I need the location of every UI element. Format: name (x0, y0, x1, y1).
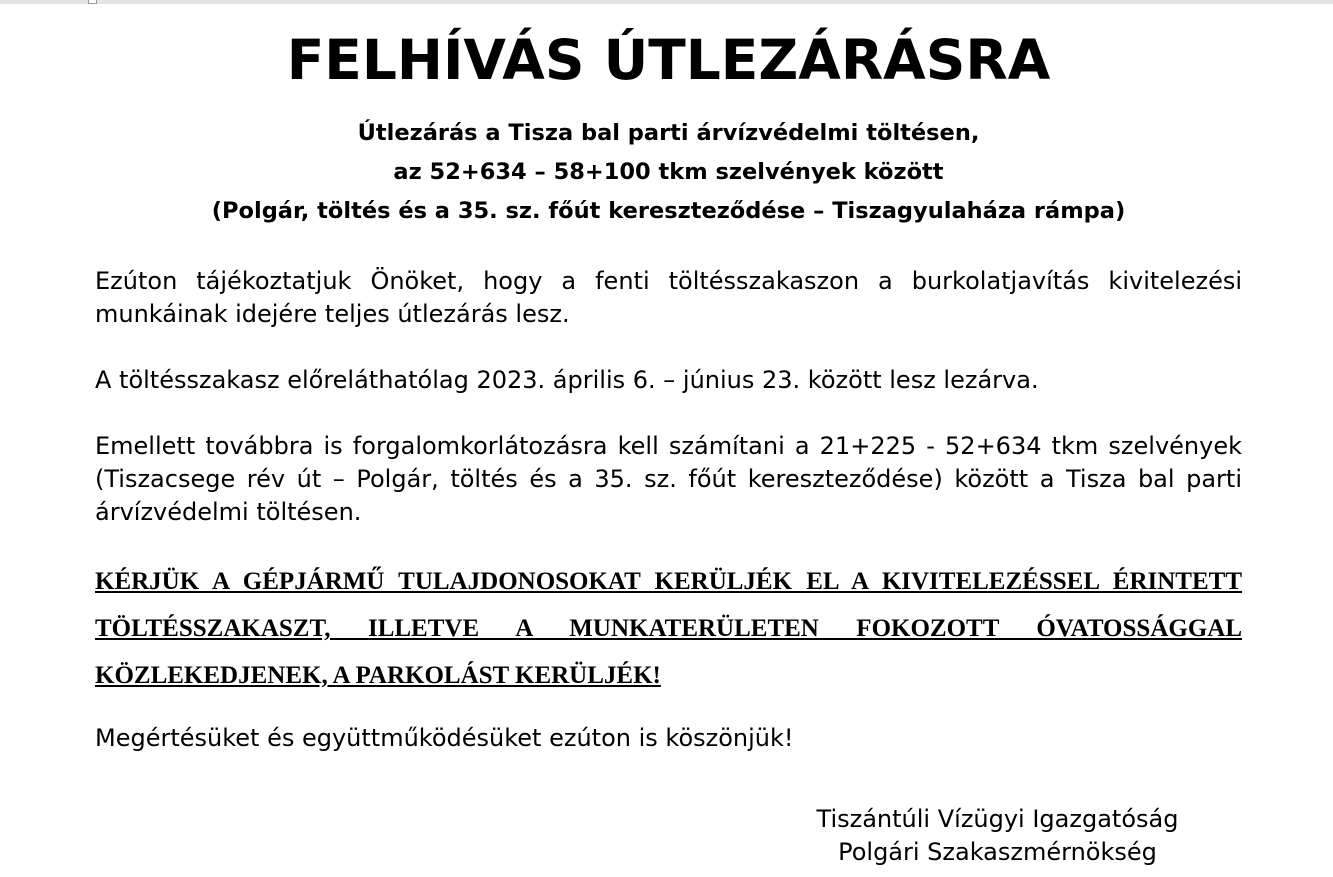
subtitle-line-2: az 52+634 – 58+100 tkm szelvények között (393, 159, 944, 185)
signature-organization: Tiszántúli Vízügyi Igazgatóság (816, 805, 1179, 833)
subtitle-line-1: Útlezárás a Tisza bal parti árvízvédelmi töltésen, (357, 120, 980, 146)
paragraph-closure-notice: Ezúton tájékoztatjuk Önöket, hogy a fenti töltésszakaszon a burkolatjavítás kivitelezési munkáinak idejére teljes útlezárás lesz. (95, 267, 1242, 328)
page-top-edge (0, 0, 1333, 4)
page-corner-marker (88, 0, 97, 4)
closing-thanks: Megértésüket és együttműködésüket ezúton is köszönjük! (95, 724, 794, 752)
signature-block (775, 803, 1220, 869)
subtitle-line-3: (Polgár, töltés és a 35. sz. főút kereszteződése – Tiszagyulaháza rámpa) (211, 198, 1126, 224)
paragraph-closure-dates: A töltésszakasz előreláthatólag 2023. április 6. – június 23. között lesz lezárva. (95, 366, 1039, 394)
warning-notice: KÉRJÜK A GÉPJÁRMŰ TULAJDONOSOKAT KERÜLJÉK EL A KIVITELEZÉSSEL ÉRINTETT TÖLTÉSSZAKASZT, ILLETVE A MUNKATERÜLETEN FOKOZOTT ÓVATOSSÁGGAL KÖZLEKEDJENEK, A PARKOLÁST KERÜLJÉK! (95, 568, 1242, 689)
document-title: FELHÍVÁS ÚTLEZÁRÁSRA (286, 28, 1051, 92)
signature-department: Polgári Szakaszmérnökség (838, 838, 1157, 866)
paragraph-traffic-restriction: Emellett továbbra is forgalomkorlátozásra kell számítani a 21+225 - 52+634 tkm szelvények (Tiszacsege rév út – Polgár, töltés és a 35. sz. főút kereszteződése) között a Tisza bal parti árvízvédelmi töltésen. (95, 432, 1242, 526)
